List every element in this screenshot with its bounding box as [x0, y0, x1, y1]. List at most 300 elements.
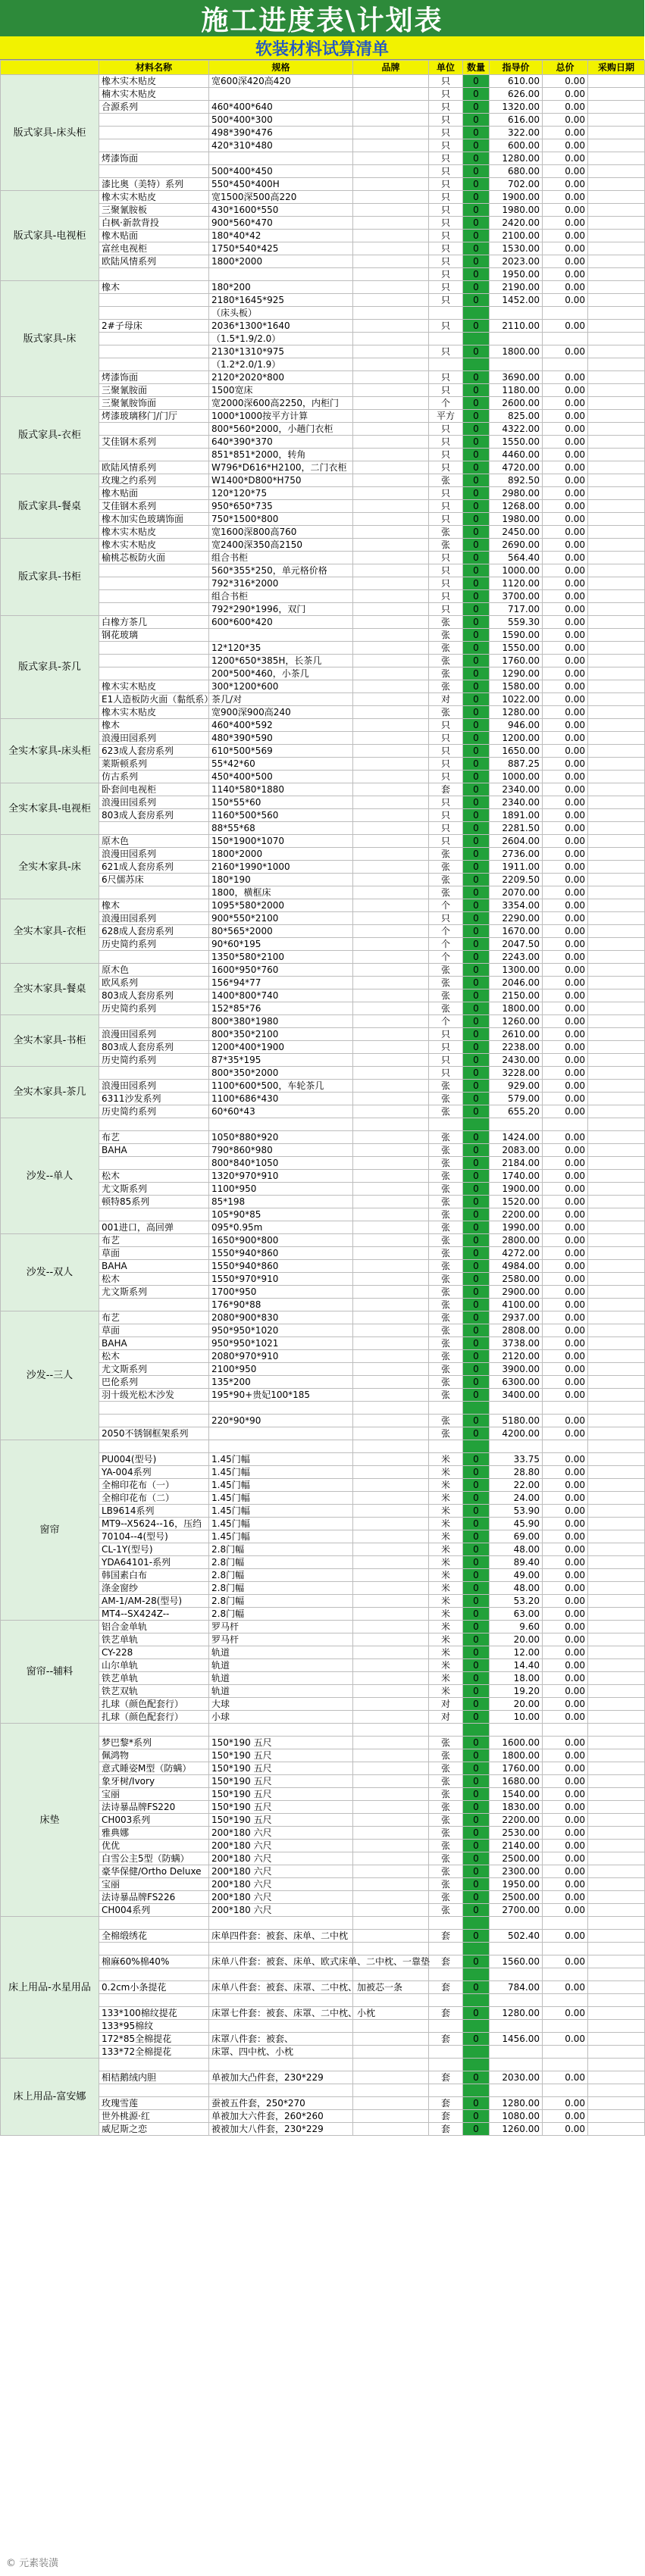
material-name: [99, 642, 209, 655]
total-price: 0.00: [543, 191, 588, 204]
total-price: 0.00: [543, 758, 588, 771]
purchase-date: [588, 719, 645, 732]
table-row: [1, 835, 645, 848]
quantity: 0: [463, 1865, 490, 1878]
total-price: 0.00: [543, 1350, 588, 1363]
purchase-date: [588, 1453, 645, 1466]
table-row: [1, 2059, 645, 2071]
brand: [353, 1968, 429, 1981]
brand: [353, 1221, 429, 1234]
unit: 套: [429, 1930, 463, 1943]
total-price: 0.00: [543, 1865, 588, 1878]
spec: 900*550*2100: [209, 912, 353, 925]
brand: [353, 1518, 429, 1530]
unit: 张: [429, 1247, 463, 1260]
spec: 220*90*90: [209, 1415, 353, 1427]
total-price: 0.00: [543, 835, 588, 848]
guide-price: 4100.00: [490, 1299, 543, 1311]
brand: [353, 1002, 429, 1015]
purchase-date: [588, 230, 645, 242]
guide-price: 2700.00: [490, 1904, 543, 1917]
spec: 1800*2000: [209, 255, 353, 268]
guide-price: [490, 1440, 543, 1453]
quantity: 0: [463, 1492, 490, 1505]
guide-price: 2047.50: [490, 938, 543, 951]
spec: 792*316*2000: [209, 577, 353, 590]
guide-price: 48.00: [490, 1543, 543, 1556]
material-name: [99, 345, 209, 358]
purchase-date: [588, 1427, 645, 1440]
quantity: 0: [463, 874, 490, 886]
unit: 张: [429, 1827, 463, 1840]
spec: 床单四件套：被套、床单、二中枕: [209, 1930, 353, 1943]
total-price: 0.00: [543, 1621, 588, 1633]
unit: 套: [429, 2033, 463, 2046]
unit: 张: [429, 1144, 463, 1157]
category-cell: 全实木家具-床头柜: [1, 719, 99, 783]
guide-price: 1891.00: [490, 809, 543, 822]
brand: [353, 1762, 429, 1775]
material-name: 山尔单轨: [99, 1659, 209, 1672]
material-name: [99, 114, 209, 127]
total-price: 0.00: [543, 487, 588, 500]
purchase-date: [588, 2097, 645, 2110]
material-name: 棉麻60%棉40%: [99, 1955, 209, 1968]
quantity: 0: [463, 732, 490, 745]
material-name: 803成人套房系列: [99, 809, 209, 822]
total-price: 0.00: [543, 771, 588, 783]
spec: 640*390*370: [209, 436, 353, 449]
total-price: 0.00: [543, 1492, 588, 1505]
purchase-date: [588, 2123, 645, 2136]
category-cell: 沙发--双人: [1, 1234, 99, 1311]
brand: [353, 771, 429, 783]
spec: 2080*900*830: [209, 1311, 353, 1324]
total-price: 0.00: [543, 1711, 588, 1724]
quantity: 0: [463, 320, 490, 333]
unit: 平方: [429, 410, 463, 423]
brand: [353, 1994, 429, 2007]
header-row: [1, 61, 645, 75]
guide-price: 1911.00: [490, 861, 543, 874]
guide-price: 2736.00: [490, 848, 543, 861]
purchase-date: [588, 513, 645, 526]
guide-price: 1990.00: [490, 1221, 543, 1234]
unit: 只: [429, 1028, 463, 1041]
purchase-date: [588, 1041, 645, 1054]
quantity: 0: [463, 938, 490, 951]
guide-price: 9.60: [490, 1621, 543, 1633]
spec: 宽2400深350高2150: [209, 539, 353, 552]
material-name: [99, 307, 209, 320]
purchase-date: [588, 268, 645, 281]
spec: 450*400*500: [209, 771, 353, 783]
purchase-date: [588, 1518, 645, 1530]
quantity: 0: [463, 848, 490, 861]
purchase-date: [588, 320, 645, 333]
spec: 460*400*640: [209, 101, 353, 114]
guide-price: 2800.00: [490, 1234, 543, 1247]
material-name: 铝合金单轨: [99, 1621, 209, 1633]
guide-price: 2200.00: [490, 1814, 543, 1827]
spec: 2100*950: [209, 1363, 353, 1376]
total-price: 0.00: [543, 1415, 588, 1427]
quantity: 0: [463, 1208, 490, 1221]
table-row: [1, 964, 645, 977]
purchase-date: [588, 1234, 645, 1247]
purchase-date: [588, 2007, 645, 2020]
quantity: 0: [463, 1569, 490, 1582]
unit: 只: [429, 345, 463, 358]
material-name: 70104--4(型号): [99, 1530, 209, 1543]
total-price: 0.00: [543, 384, 588, 397]
spec: 095*0.95m: [209, 1221, 353, 1234]
material-name: E1人造板防火面（黏纸系）: [99, 693, 209, 706]
guide-price: 564.40: [490, 552, 543, 564]
unit: 张: [429, 526, 463, 539]
unit: 米: [429, 1556, 463, 1569]
purchase-date: [588, 1054, 645, 1067]
guide-price: 2150.00: [490, 989, 543, 1002]
material-name: 钢花玻璃: [99, 629, 209, 642]
material-name: [99, 127, 209, 139]
total-price: 0.00: [543, 461, 588, 474]
brand: [353, 809, 429, 822]
spec: 152*85*76: [209, 1002, 353, 1015]
purchase-date: [588, 1208, 645, 1221]
quantity: 0: [463, 1762, 490, 1775]
purchase-date: [588, 552, 645, 564]
unit: 只: [429, 204, 463, 217]
unit: 只: [429, 1054, 463, 1067]
purchase-date: [588, 1440, 645, 1453]
total-price: 0.00: [543, 577, 588, 590]
total-price: 0.00: [543, 822, 588, 835]
spec: 2.8门幅: [209, 1569, 353, 1582]
unit: 只: [429, 1067, 463, 1080]
brand: [353, 1350, 429, 1363]
quantity: 0: [463, 783, 490, 796]
purchase-date: [588, 1698, 645, 1711]
spec: 1550*940*860: [209, 1247, 353, 1260]
material-name: BAHA: [99, 1260, 209, 1273]
guide-price: 4984.00: [490, 1260, 543, 1273]
spec: [209, 1402, 353, 1415]
material-name: 橡木实木贴皮: [99, 191, 209, 204]
total-price: 0.00: [543, 397, 588, 410]
purchase-date: [588, 758, 645, 771]
material-name: 浪漫田园系列: [99, 1080, 209, 1093]
purchase-date: [588, 307, 645, 320]
purchase-date: [588, 1080, 645, 1093]
brand: [353, 345, 429, 358]
purchase-date: [588, 165, 645, 178]
guide-price: 3228.00: [490, 1067, 543, 1080]
material-name: 布艺: [99, 1131, 209, 1144]
material-name: 尤文斯系列: [99, 1363, 209, 1376]
total-price: 0.00: [543, 1247, 588, 1260]
spec: 床罩八件套：被套、: [209, 2033, 353, 2046]
unit: 只: [429, 603, 463, 616]
brand: [353, 307, 429, 320]
col-price: 指导价: [490, 61, 543, 75]
guide-price: 1980.00: [490, 513, 543, 526]
material-name: 富丝电视柜: [99, 242, 209, 255]
total-price: 0.00: [543, 1955, 588, 1968]
quantity: 0: [463, 436, 490, 449]
quantity: 0: [463, 526, 490, 539]
quantity: 0: [463, 680, 490, 693]
guide-price: 2500.00: [490, 1891, 543, 1904]
unit: 米: [429, 1453, 463, 1466]
quantity: 0: [463, 2033, 490, 2046]
total-price: [543, 1440, 588, 1453]
brand: [353, 2033, 429, 2046]
unit: 对: [429, 693, 463, 706]
spec: 800*350*2000: [209, 1067, 353, 1080]
unit: 米: [429, 1633, 463, 1646]
unit: 张: [429, 474, 463, 487]
brand: [353, 1608, 429, 1621]
brand: [353, 977, 429, 989]
brand: [353, 1633, 429, 1646]
purchase-date: [588, 333, 645, 345]
quantity: 0: [463, 1852, 490, 1865]
quantity: 0: [463, 552, 490, 564]
purchase-date: [588, 1672, 645, 1685]
spec: [209, 2020, 353, 2033]
guide-price: 2243.00: [490, 951, 543, 964]
brand: [353, 268, 429, 281]
spec: 200*180 六尺: [209, 1852, 353, 1865]
guide-price: 3738.00: [490, 1337, 543, 1350]
table-row: [1, 899, 645, 912]
total-price: [543, 1994, 588, 2007]
material-name: 803成人套房系列: [99, 989, 209, 1002]
purchase-date: [588, 2033, 645, 2046]
quantity: 0: [463, 642, 490, 655]
unit: 个: [429, 951, 463, 964]
total-price: [543, 1724, 588, 1737]
spec: 500*400*450: [209, 165, 353, 178]
brand: [353, 1917, 429, 1930]
unit: 只: [429, 178, 463, 191]
unit: 张: [429, 1801, 463, 1814]
quantity: 0: [463, 1801, 490, 1814]
guide-price: 1900.00: [490, 191, 543, 204]
quantity: 0: [463, 101, 490, 114]
unit: 张: [429, 1775, 463, 1788]
material-name: BAHA: [99, 1144, 209, 1157]
brand: [353, 642, 429, 655]
spec: [209, 1943, 353, 1955]
spec: 1000*1000按平方计算: [209, 410, 353, 423]
quantity: 0: [463, 590, 490, 603]
purchase-date: [588, 2084, 645, 2097]
total-price: 0.00: [543, 1041, 588, 1054]
unit: 只: [429, 912, 463, 925]
total-price: 0.00: [543, 886, 588, 899]
total-price: 0.00: [543, 294, 588, 307]
brand: [353, 1543, 429, 1556]
quantity: 0: [463, 1028, 490, 1041]
material-name: 浪漫田园系列: [99, 912, 209, 925]
quantity: 0: [463, 139, 490, 152]
total-price: 0.00: [543, 1505, 588, 1518]
brand: [353, 1840, 429, 1852]
guide-price: 2046.00: [490, 977, 543, 989]
brand: [353, 629, 429, 642]
spec: 1320*970*910: [209, 1170, 353, 1183]
guide-price: 1950.00: [490, 1878, 543, 1891]
spec: 200*180 六尺: [209, 1878, 353, 1891]
spec: 1095*580*2000: [209, 899, 353, 912]
brand: [353, 526, 429, 539]
unit: 米: [429, 1518, 463, 1530]
total-price: 0.00: [543, 1299, 588, 1311]
spec: 950*950*1021: [209, 1337, 353, 1350]
material-name: LB9614系列: [99, 1505, 209, 1518]
material-name: 布艺: [99, 1311, 209, 1324]
total-price: 0.00: [543, 616, 588, 629]
purchase-date: [588, 1363, 645, 1376]
spec: 135*200: [209, 1376, 353, 1389]
guide-price: 1550.00: [490, 436, 543, 449]
guide-price: 1080.00: [490, 2110, 543, 2123]
guide-price: 63.00: [490, 1608, 543, 1621]
brand: [353, 1286, 429, 1299]
spec: 单被加大凸件套，230*229: [209, 2071, 353, 2084]
spec: 轨道: [209, 1672, 353, 1685]
total-price: [543, 2059, 588, 2071]
purchase-date: [588, 925, 645, 938]
spec: 430*1600*550: [209, 204, 353, 217]
brand: [353, 1363, 429, 1376]
guide-price: 502.40: [490, 1930, 543, 1943]
spec: 床单八件套：被套、床罩、二中枕、加被芯一条: [209, 1981, 353, 1994]
guide-price: 1280.00: [490, 2007, 543, 2020]
material-name: [99, 951, 209, 964]
brand: [353, 1852, 429, 1865]
spec: 105*90*85: [209, 1208, 353, 1221]
unit: 米: [429, 1505, 463, 1518]
quantity: 0: [463, 616, 490, 629]
guide-price: 2300.00: [490, 1865, 543, 1878]
purchase-date: [588, 101, 645, 114]
material-name: [99, 1440, 209, 1453]
quantity: 0: [463, 423, 490, 436]
unit: 个: [429, 938, 463, 951]
spec: W796*D616*H2100，二门衣柜: [209, 461, 353, 474]
quantity: [463, 1943, 490, 1955]
total-price: 0.00: [543, 977, 588, 989]
brand: [353, 706, 429, 719]
watermark-text: © 元素装潢: [6, 2558, 59, 2569]
purchase-date: [588, 745, 645, 758]
purchase-date: [588, 680, 645, 693]
purchase-date: [588, 1157, 645, 1170]
spec: （1.5*1.9/2.0）: [209, 333, 353, 345]
guide-price: 784.00: [490, 1981, 543, 1994]
total-price: 0.00: [543, 667, 588, 680]
spec: 2160*1990*1000: [209, 861, 353, 874]
total-price: 0.00: [543, 732, 588, 745]
material-name: MT9--X5624--16，压绉: [99, 1518, 209, 1530]
total-price: 0.00: [543, 1453, 588, 1466]
unit: 米: [429, 1479, 463, 1492]
material-name: [99, 564, 209, 577]
material-name: 欧陆风情系列: [99, 461, 209, 474]
purchase-date: [588, 1659, 645, 1672]
spec: 1.45门幅: [209, 1466, 353, 1479]
unit: 张: [429, 1208, 463, 1221]
guide-price: 24.00: [490, 1492, 543, 1505]
brand: [353, 1311, 429, 1324]
unit: 只: [429, 590, 463, 603]
purchase-date: [588, 603, 645, 616]
quantity: 0: [463, 667, 490, 680]
total-price: 0.00: [543, 874, 588, 886]
spec: 600*600*420: [209, 616, 353, 629]
spec: 宽900深900高240: [209, 706, 353, 719]
guide-price: [490, 1994, 543, 2007]
material-name: [99, 358, 209, 371]
material-name: YA-004系列: [99, 1466, 209, 1479]
brand: [353, 1801, 429, 1814]
brand: [353, 75, 429, 88]
quantity: [463, 358, 490, 371]
quantity: [463, 1118, 490, 1131]
brand: [353, 552, 429, 564]
quantity: 0: [463, 912, 490, 925]
unit: [429, 2084, 463, 2097]
total-price: 0.00: [543, 1054, 588, 1067]
guide-price: [490, 1917, 543, 1930]
brand: [353, 1402, 429, 1415]
guide-price: 2281.50: [490, 822, 543, 835]
total-price: 0.00: [543, 1569, 588, 1582]
unit: 张: [429, 655, 463, 667]
brand: [353, 590, 429, 603]
quantity: 0: [463, 1466, 490, 1479]
material-name: 尤文斯系列: [99, 1183, 209, 1196]
purchase-date: [588, 1067, 645, 1080]
material-name: [99, 449, 209, 461]
total-price: 0.00: [543, 1801, 588, 1814]
total-price: 0.00: [543, 1659, 588, 1672]
spec: [209, 1994, 353, 2007]
unit: 张: [429, 1350, 463, 1363]
spec: 2.8门幅: [209, 1595, 353, 1608]
purchase-date: [588, 1144, 645, 1157]
col-qty: 数量: [463, 61, 490, 75]
unit: 米: [429, 1530, 463, 1543]
total-price: 0.00: [543, 925, 588, 938]
guide-price: 1180.00: [490, 384, 543, 397]
unit: 只: [429, 487, 463, 500]
material-name: 橡木实木贴皮: [99, 526, 209, 539]
purchase-date: [588, 281, 645, 294]
total-price: [543, 2020, 588, 2033]
material-name: 历史简约系列: [99, 1002, 209, 1015]
spec: 宽1600深800高760: [209, 526, 353, 539]
brand: [353, 461, 429, 474]
quantity: 0: [463, 964, 490, 977]
brand: [353, 964, 429, 977]
brand: [353, 114, 429, 127]
total-price: 0.00: [543, 526, 588, 539]
brand: [353, 1015, 429, 1028]
